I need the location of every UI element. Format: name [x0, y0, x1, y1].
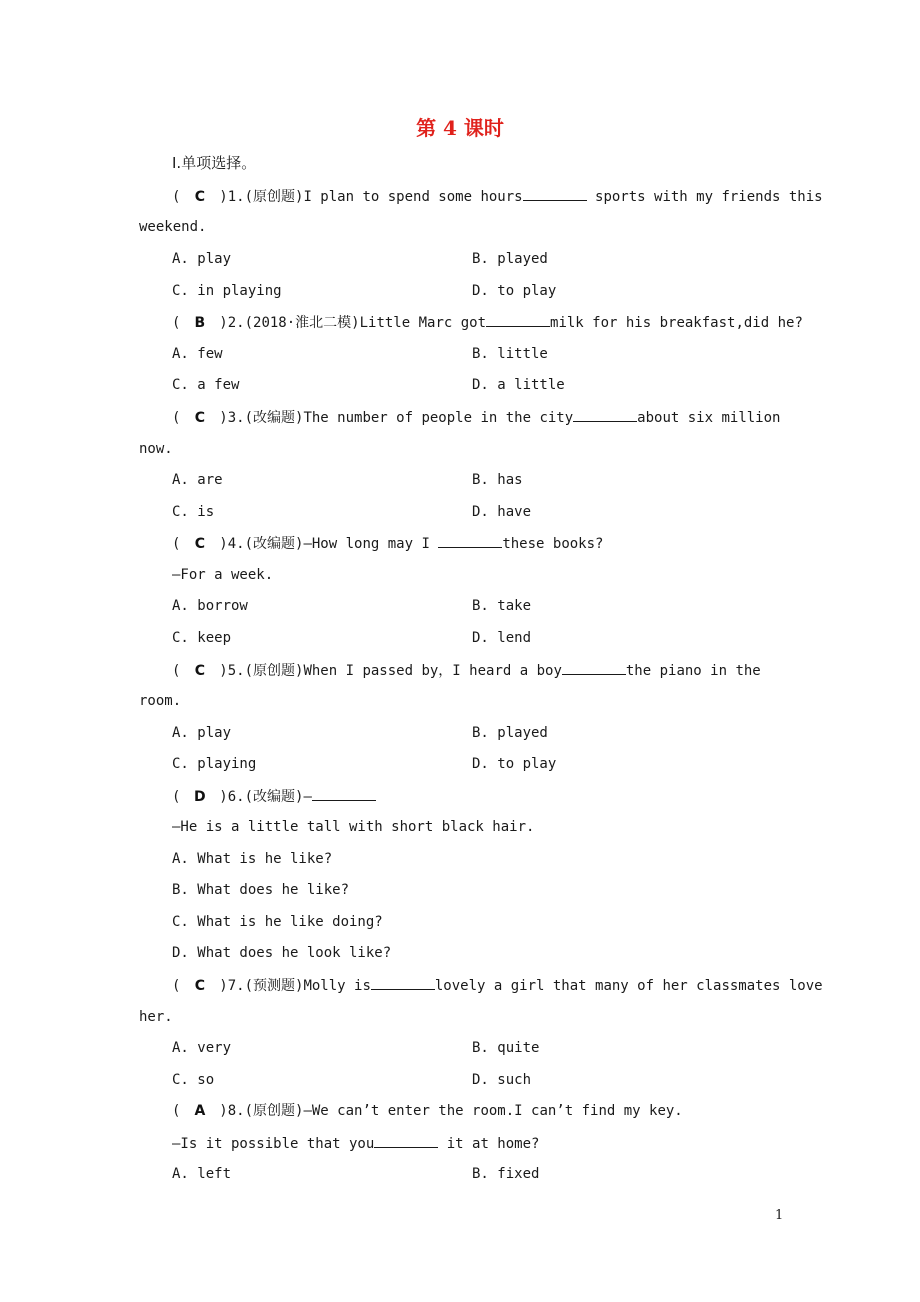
answer-blank [371, 974, 435, 990]
question-8-reply: —Is it possible that you it at home? [172, 1132, 539, 1155]
option-d: D. to play [472, 283, 557, 299]
option-c: C. so [172, 1072, 215, 1088]
option-d: D. What does he look like? [172, 945, 392, 961]
answer-2: B [194, 315, 206, 331]
option-b: B. little [472, 346, 548, 362]
option-a: A. play [172, 725, 232, 741]
option-c: C. What is he like doing? [172, 914, 383, 930]
question-1-continuation: weekend. [139, 219, 207, 235]
page-number: 1 [775, 1208, 784, 1223]
option-b: B. quite [472, 1040, 540, 1056]
question-5-continuation: room. [139, 693, 182, 709]
answer-5: C [194, 663, 205, 679]
option-d: D. have [472, 504, 532, 520]
question-6: ( D )6.(改编题)— [172, 785, 376, 808]
answer-4: C [194, 536, 205, 552]
question-7-continuation: her. [139, 1009, 173, 1025]
answer-blank [374, 1132, 438, 1148]
option-a: A. are [172, 472, 223, 488]
option-a: A. play [172, 251, 232, 267]
question-7: ( C )7.(预测题)Molly is lovely a girl that many of her classmates love [172, 974, 823, 997]
answer-3: C [194, 410, 205, 426]
question-4-stem: )4.(改编题)—How long may I [219, 536, 439, 552]
question-8-stem: )8.(原创题)—We can’t enter the room.I can’t find my key. [219, 1103, 683, 1119]
option-c: C. keep [172, 630, 232, 646]
option-b: B. played [472, 725, 548, 741]
answer-blank [438, 532, 502, 548]
option-a: A. left [172, 1166, 232, 1182]
option-c: C. a few [172, 377, 240, 393]
option-a: A. few [172, 346, 223, 362]
question-8: ( A )8.(原创题)—We can’t enter the room.I can’t find my key. [172, 1100, 683, 1122]
option-c: C. playing [172, 756, 257, 772]
option-b: B. has [472, 472, 523, 488]
option-d: D. such [472, 1072, 532, 1088]
answer-blank [486, 311, 550, 327]
question-7-stem: )7.(预测题)Molly is [219, 978, 371, 994]
question-1-stem: )1.(原创题)I plan to spend some hours [219, 189, 523, 205]
question-5-stem: )5.(原创题)When I passed by，I heard a boy [219, 663, 562, 679]
option-b: B. take [472, 598, 532, 614]
answer-blank [573, 406, 637, 422]
question-2-stem: )2.(2018·淮北二模)Little Marc got [219, 315, 487, 331]
answer-1: C [194, 189, 205, 205]
answer-blank [312, 785, 376, 801]
question-5: ( C )5.(原创题)When I passed by，I heard a boy the piano in the [172, 659, 761, 682]
option-c: C. is [172, 504, 215, 520]
answer-6: D [194, 789, 206, 805]
option-b: B. fixed [472, 1166, 540, 1182]
question-3: ( C )3.(改编题)The number of people in the city about six million [172, 406, 780, 429]
answer-blank [523, 185, 587, 201]
question-3-stem: )3.(改编题)The number of people in the city [219, 410, 574, 426]
question-6-reply: —He is a little tall with short black hair. [172, 819, 535, 835]
question-1: ( C )1.(原创题)I plan to spend some hours sports with my friends this [172, 185, 823, 208]
question-4: ( C )4.(改编题)—How long may I these books? [172, 532, 603, 555]
question-3-continuation: now. [139, 441, 173, 457]
option-a: A. What is he like? [172, 851, 333, 867]
answer-7: C [194, 978, 205, 994]
question-2: ( B )2.(2018·淮北二模)Little Marc got milk for his breakfast,did he? [172, 311, 803, 334]
option-d: D. a little [472, 377, 565, 393]
option-b: B. played [472, 251, 548, 267]
option-a: A. borrow [172, 598, 248, 614]
option-d: D. lend [472, 630, 532, 646]
section-heading: Ⅰ.单项选择。 [172, 154, 257, 172]
question-6-stem: )6.(改编题)— [219, 789, 312, 805]
option-d: D. to play [472, 756, 557, 772]
page-title: 第 4 课时 [416, 116, 504, 140]
question-4-reply: —For a week. [172, 567, 274, 583]
answer-blank [562, 659, 626, 675]
option-a: A. very [172, 1040, 232, 1056]
answer-8: A [194, 1103, 206, 1119]
option-b: B. What does he like? [172, 882, 350, 898]
option-c: C. in playing [172, 283, 282, 299]
